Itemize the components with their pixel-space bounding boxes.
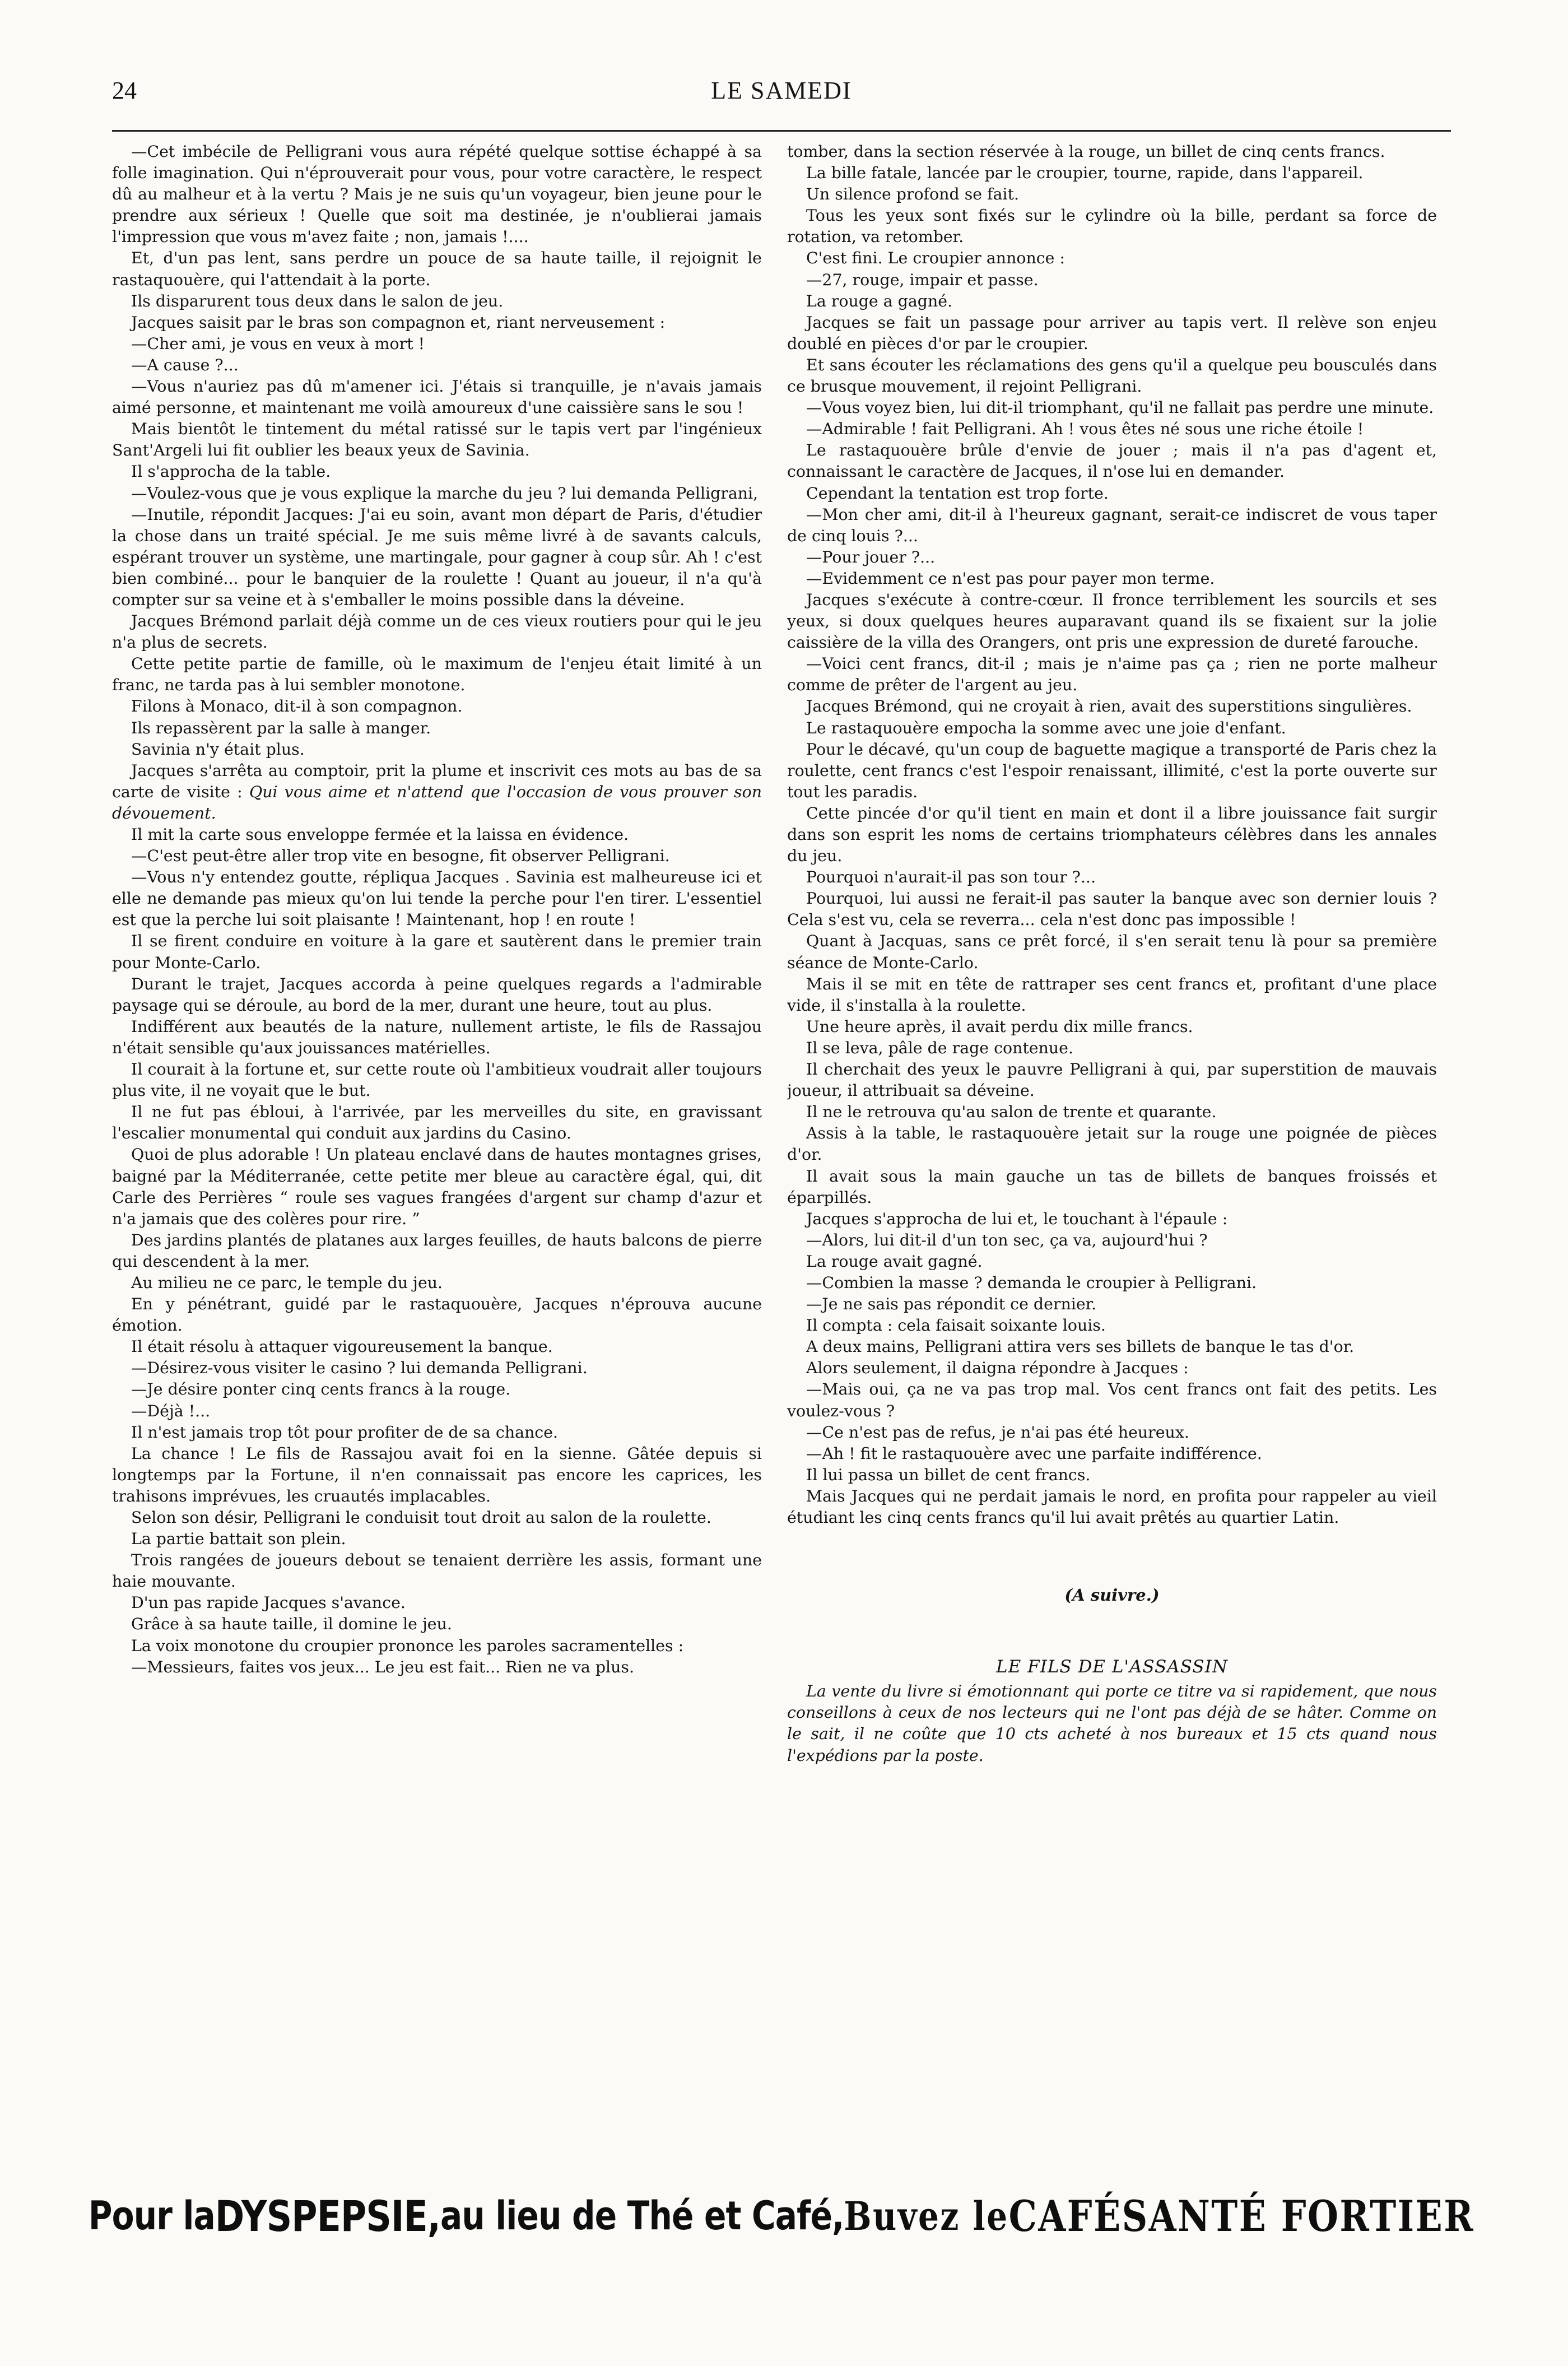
paragraph: Ils disparurent tous deux dans le salon de jeu. bbox=[131, 291, 504, 310]
paragraph: —Mais oui, ça ne va pas trop mal. Vos cent francs ont fait des petits. Les voulez-vous ? bbox=[787, 1380, 1437, 1420]
paragraph: Alors seulement, il daigna répondre à Jacques : bbox=[806, 1359, 1189, 1378]
paragraph: Jacques s'approcha de lui et, le touchant à l'épaule : bbox=[806, 1209, 1228, 1228]
paragraph: Il courait à la fortune et, sur cette route où l'ambitieux voudrait aller toujours plus vite, il ne voyait que le but. bbox=[112, 1060, 762, 1100]
paragraph: —Cet imbécile de Pelligrani vous aura répété quelque sottise échappé à sa folle imagination. Qui n'éprouverait pour vous, pour votre caractère, le respect dû au malheur et à la vertu ? Mais je ne suis qu'un voyageur, bien jeune pour le prendre aux sérieux ! Quelle que soit ma destinée, je n'oublierai jamais l'impression que vous m'avez faite ; non, jamais !.... bbox=[112, 142, 762, 247]
paragraph: D'un pas rapide Jacques s'avance. bbox=[131, 1593, 406, 1612]
paragraph: Il cherchait des yeux le pauvre Pelligrani à qui, par superstition de mauvais joueur, il attribuait sa déveine. bbox=[787, 1060, 1437, 1100]
paragraph: Mais il se mit en tête de rattraper ses cent francs et, profitant d'une place vide, il s'installa à la roulette. bbox=[787, 974, 1437, 1015]
paragraph: Il mit la carte sous enveloppe fermée et la laissa en évidence. bbox=[131, 825, 629, 844]
paragraph: —Voulez-vous que je vous explique la marche du jeu ? lui demanda Pelligrani, bbox=[131, 484, 759, 503]
paragraph: —C'est peut-être aller trop vite en besogne, fit observer Pelligrani. bbox=[131, 847, 670, 866]
notice-box bbox=[787, 1656, 1437, 1766]
paragraph: Il ne fut pas ébloui, à l'arrivée, par les merveilles du site, en gravissant l'escalier monumental qui conduit aux jardins du Casino. bbox=[112, 1103, 762, 1143]
paragraph: —Alors, lui dit-il d'un ton sec, ça va, aujourd'hui ? bbox=[806, 1230, 1208, 1249]
paragraph: —Désirez-vous visiter le casino ? lui demanda Pelligrani. bbox=[131, 1359, 588, 1378]
page-header bbox=[112, 72, 1451, 117]
paragraph: Il se leva, pâle de rage contenue. bbox=[806, 1038, 1073, 1057]
paragraph: La partie battait son plein. bbox=[131, 1530, 346, 1549]
paragraph: —Je ne sais pas répondit ce dernier. bbox=[806, 1295, 1097, 1314]
notice-title: LE FILS DE L'ASSASSIN bbox=[996, 1657, 1228, 1677]
advertisement-banner bbox=[88, 2179, 1475, 2252]
paragraph: —Vous n'y entendez goutte, répliqua Jacques . Savinia est malheureuse ici et elle ne demande pas mieux qu'on lui tende la perche pour l'en tirer. L'essentiel est que la perche lui soit plaisante ! Maintenant, hop ! en route ! bbox=[112, 868, 762, 929]
paragraph: Indifférent aux beautés de la nature, nullement artiste, le fils de Rassajou n'était sensible qu'aux jouissances matérielles. bbox=[112, 1017, 762, 1057]
paragraph: En y pénétrant, guidé par le rastaquouère, Jacques n'éprouva aucune émotion. bbox=[112, 1295, 762, 1335]
ad-brand: CAFÉSANTÉ FORTIER bbox=[1008, 2191, 1475, 2241]
paragraph: Assis à la table, le rastaquouère jetait sur la rouge une poignée de pièces d'or. bbox=[787, 1124, 1437, 1164]
paragraph: Il avait sous la main gauche un tas de billets de banques froissés et éparpillés. bbox=[787, 1166, 1437, 1207]
paragraph: Pourquoi, lui aussi ne ferait-il pas sauter la banque avec son dernier louis ? Cela s'est vu, cela se reverra... cela n'est donc pas impossible ! bbox=[787, 889, 1437, 929]
paragraph: —Mon cher ami, dit-il à l'heureux gagnant, serait-ce indiscret de vous taper de cinq louis ?... bbox=[787, 505, 1437, 545]
ad-text: Buvez le bbox=[844, 2192, 1009, 2239]
paragraph: Pourquoi n'aurait-il pas son tour ?... bbox=[806, 868, 1096, 887]
paragraph: Il se firent conduire en voiture à la gare et sautèrent dans le premier train pour Monte-Carlo. bbox=[112, 932, 762, 972]
paragraph: Quoi de plus adorable ! Un plateau enclavé dans de hautes montagnes grises, baigné par la Méditerranée, cette petite mer bleue au caractère égal, qui, dit Carle des Perrières “ roule ses vagues frangées d'argent sur champ d'azur et n'a jamais que des colères pour rire. ” bbox=[112, 1145, 762, 1228]
paragraph: Jacques se fait un passage pour arriver au tapis vert. Il relève son enjeu doublé en pièces d'or par le croupier. bbox=[787, 313, 1437, 353]
paragraph: La chance ! Le fils de Rassajou avait foi en la sienne. Gâtée depuis si longtemps par la Fortune, il n'en connaissait pas encore les caprices, les trahisons imprévues, les cruautés implacables. bbox=[112, 1444, 762, 1505]
paragraph: Jacques s'exécute à contre-cœur. Il fronce terriblement les sourcils et ses yeux, si doux quelques heures auparavant quand ils se fixaient sur la jolie caissière de la villa des Orangers, ont pris une expression de dureté farouche. bbox=[787, 590, 1437, 652]
page-number: 24 bbox=[112, 77, 137, 104]
paragraph: —Ah ! fit le rastaquouère avec une parfaite indifférence. bbox=[806, 1444, 1262, 1463]
paragraph: Il ne le retrouva qu'au salon de trente et quarante. bbox=[806, 1103, 1217, 1122]
paragraph: —A cause ?... bbox=[131, 355, 239, 374]
notice-body: La vente du livre si émotionnant qui porte ce titre va si rapidement, que nous conseillons à ceux de nos lecteurs qui ne l'ont pas déjà de se hâter. Comme on le sait, il ne coûte que 10 cts acheté à nos bureaux et 15 cts quand nous l'expédions par la poste. bbox=[787, 1682, 1437, 1765]
right-column bbox=[787, 141, 1437, 2144]
paragraph: Une heure après, il avait perdu dix mille francs. bbox=[806, 1017, 1193, 1036]
paragraph: Et, d'un pas lent, sans perdre un pouce de sa haute taille, il rejoignit le rastaquouère, qui l'attendait à la porte. bbox=[112, 249, 762, 289]
paragraph: Mais bientôt le tintement du métal ratissé sur le tapis vert par l'ingénieux Sant'Argeli lui fit oublier les beaux yeux de Savinia. bbox=[112, 420, 762, 460]
paragraph: Et sans écouter les réclamations des gens qu'il a quelque peu bousculés dans ce brusque mouvement, il rejoint Pelligrani. bbox=[787, 355, 1437, 396]
paragraph: —Combien la masse ? demanda le croupier à Pelligrani. bbox=[806, 1273, 1257, 1292]
ad-product-dyspepsie: DYSPEPSIE, bbox=[215, 2191, 441, 2241]
paragraph: —Vous n'auriez pas dû m'amener ici. J'étais si tranquille, je n'avais jamais aimé personne, et maintenant me voilà amoureux d'une caissière sans le sou ! bbox=[112, 377, 762, 417]
paragraph: —Pour jouer ?... bbox=[806, 547, 936, 566]
paragraph: La rouge avait gagné. bbox=[806, 1252, 983, 1271]
paragraph: —Déjà !... bbox=[131, 1401, 211, 1420]
paragraph: Il était résolu à attaquer vigoureusement la banque. bbox=[131, 1337, 553, 1356]
paragraph: Le rastaquouère empocha la somme avec une joie d'enfant. bbox=[806, 718, 1286, 737]
paragraph: Tous les yeux sont fixés sur le cylindre où la bille, perdant sa force de rotation, va retomber. bbox=[787, 206, 1437, 247]
paragraph: Jacques saisit par le bras son compagnon et, riant nerveusement : bbox=[131, 313, 666, 332]
paragraph: La voix monotone du croupier prononce les paroles sacramentelles : bbox=[131, 1636, 684, 1655]
paragraph: Pour le décavé, qu'un coup de baguette magique a transporté de Paris chez la roulette, cent francs c'est l'espoir renaissant, illimité, c'est la porte ouverte sur tout les paradis. bbox=[787, 740, 1437, 801]
paragraph: Au milieu ne ce parc, le temple du jeu. bbox=[131, 1273, 443, 1292]
paragraph: C'est fini. Le croupier annonce : bbox=[806, 249, 1066, 268]
paragraph: —Voici cent francs, dit-il ; mais je n'aime pas ça ; rien ne porte malheur comme de prêter de l'argent au jeu. bbox=[787, 654, 1437, 695]
paragraph: Jacques Brémond, qui ne croyait à rien, avait des superstitions singulières. bbox=[806, 697, 1412, 716]
paragraph: —Ce n'est pas de refus, je n'ai pas été heureux. bbox=[806, 1423, 1189, 1442]
paragraph bbox=[112, 760, 762, 824]
paragraph: Selon son désir, Pelligrani le conduisit tout droit au salon de la roulette. bbox=[131, 1508, 711, 1527]
ad-text: au lieu de Thé et Café, bbox=[440, 2193, 844, 2239]
paragraph: La bille fatale, lancée par le croupier, tourne, rapide, dans l'appareil. bbox=[806, 164, 1364, 183]
paragraph: Mais Jacques qui ne perdait jamais le nord, en profita pour rappeler au vieil étudiant les cinq cents francs qu'il lui avait prêtés au quartier Latin. bbox=[787, 1486, 1437, 1527]
paragraph: Il s'approcha de la table. bbox=[131, 462, 331, 481]
to-be-continued: (A suivre.) bbox=[1064, 1586, 1160, 1605]
paragraph: Ils repassèrent par la salle à manger. bbox=[131, 718, 431, 737]
paragraph: La rouge a gagné. bbox=[806, 291, 953, 310]
left-column bbox=[112, 141, 762, 2144]
paragraph-text: Jacques s'arrêta au comptoir, prit la plume et inscrivit ces mots au bas de sa carte de visite : bbox=[112, 761, 762, 801]
paragraph: Grâce à sa haute taille, il domine le jeu. bbox=[131, 1615, 452, 1634]
card-inscription: Qui vous aime et n'attend que l'occasion de vous prouver son dévouement. bbox=[112, 782, 762, 822]
paragraph: —27, rouge, impair et passe. bbox=[806, 270, 1039, 289]
paragraph: —Inutile, répondit Jacques: J'ai eu soin, avant mon départ de Paris, d'étudier la chose dans un traité spécial. Je me suis même livré à de savants calculs, espérant trouver un système, une martingale, pour gagner à coup sûr. Ah ! c'est bien combiné... pour le banquier de la roulette ! Quant au joueur, il n'a qu'à compter sur sa veine et à s'emballer le moins possible dans la déveine. bbox=[112, 505, 762, 609]
paragraph: tomber, dans la section réservée à la rouge, un billet de cinq cents francs. bbox=[787, 142, 1385, 161]
paragraph: A deux mains, Pelligrani attira vers ses billets de banque le tas d'or. bbox=[806, 1337, 1355, 1356]
paragraph: Cette petite partie de famille, où le maximum de l'enjeu était limité à un franc, ne tarda pas à lui sembler monotone. bbox=[112, 654, 762, 695]
paragraph: Il n'est jamais trop tôt pour profiter de de sa chance. bbox=[131, 1423, 559, 1442]
paragraph: Savinia n'y était plus. bbox=[131, 740, 305, 759]
paragraph: —Admirable ! fait Pelligrani. Ah ! vous êtes né sous une riche étoile ! bbox=[806, 420, 1364, 439]
paragraph: —Messieurs, faites vos jeux... Le jeu est fait... Rien ne va plus. bbox=[131, 1657, 635, 1676]
paragraph: Il compta : cela faisait soixante louis. bbox=[806, 1316, 1106, 1335]
paragraph: Jacques Brémond parlait déjà comme un de ces vieux routiers pour qui le jeu n'a plus de secrets. bbox=[112, 612, 762, 652]
paragraph: Durant le trajet, Jacques accorda à peine quelques regards a l'admirable paysage qui se déroule, au bord de la mer, durant une heure, tout au plus. bbox=[112, 974, 762, 1015]
paragraph: Le rastaquouère brûle d'envie de jouer ; mais il n'a pas d'agent et, connaissant le caractère de Jacques, il n'ose lui en demander. bbox=[787, 441, 1437, 481]
paragraph: —Je désire ponter cinq cents francs à la rouge. bbox=[131, 1380, 511, 1399]
paragraph: Il lui passa un billet de cent francs. bbox=[806, 1465, 1091, 1484]
paragraph: Des jardins plantés de platanes aux larges feuilles, de hauts balcons de pierre qui descendent à la mer. bbox=[112, 1230, 762, 1271]
ad-text: Pour la bbox=[88, 2193, 215, 2239]
paragraph: —Cher ami, je vous en veux à mort ! bbox=[131, 334, 425, 353]
paragraph: Quant à Jacquas, sans ce prêt forcé, il s'en serait tenu là pour sa première séance de Monte-Carlo. bbox=[787, 932, 1437, 972]
paragraph: Filons à Monaco, dit-il à son compagnon. bbox=[131, 697, 463, 716]
paragraph: —Vous voyez bien, lui dit-il triomphant, qu'il ne fallait pas perdre une minute. bbox=[806, 398, 1434, 417]
header-rule bbox=[112, 130, 1451, 132]
paragraph: Trois rangées de joueurs debout se tenaient derrière les assis, formant une haie mouvante. bbox=[112, 1551, 762, 1591]
paragraph: Cette pincée d'or qu'il tient en main et dont il a libre jouissance fait surgir dans son esprit les noms de certains triomphateurs célèbres dans les annales du jeu. bbox=[787, 803, 1437, 866]
paragraph: —Evidemment ce n'est pas pour payer mon terme. bbox=[806, 569, 1215, 588]
newspaper-title: LE SAMEDI bbox=[711, 77, 852, 104]
paragraph: Un silence profond se fait. bbox=[806, 185, 1020, 204]
paragraph: Cependant la tentation est trop forte. bbox=[806, 484, 1109, 503]
